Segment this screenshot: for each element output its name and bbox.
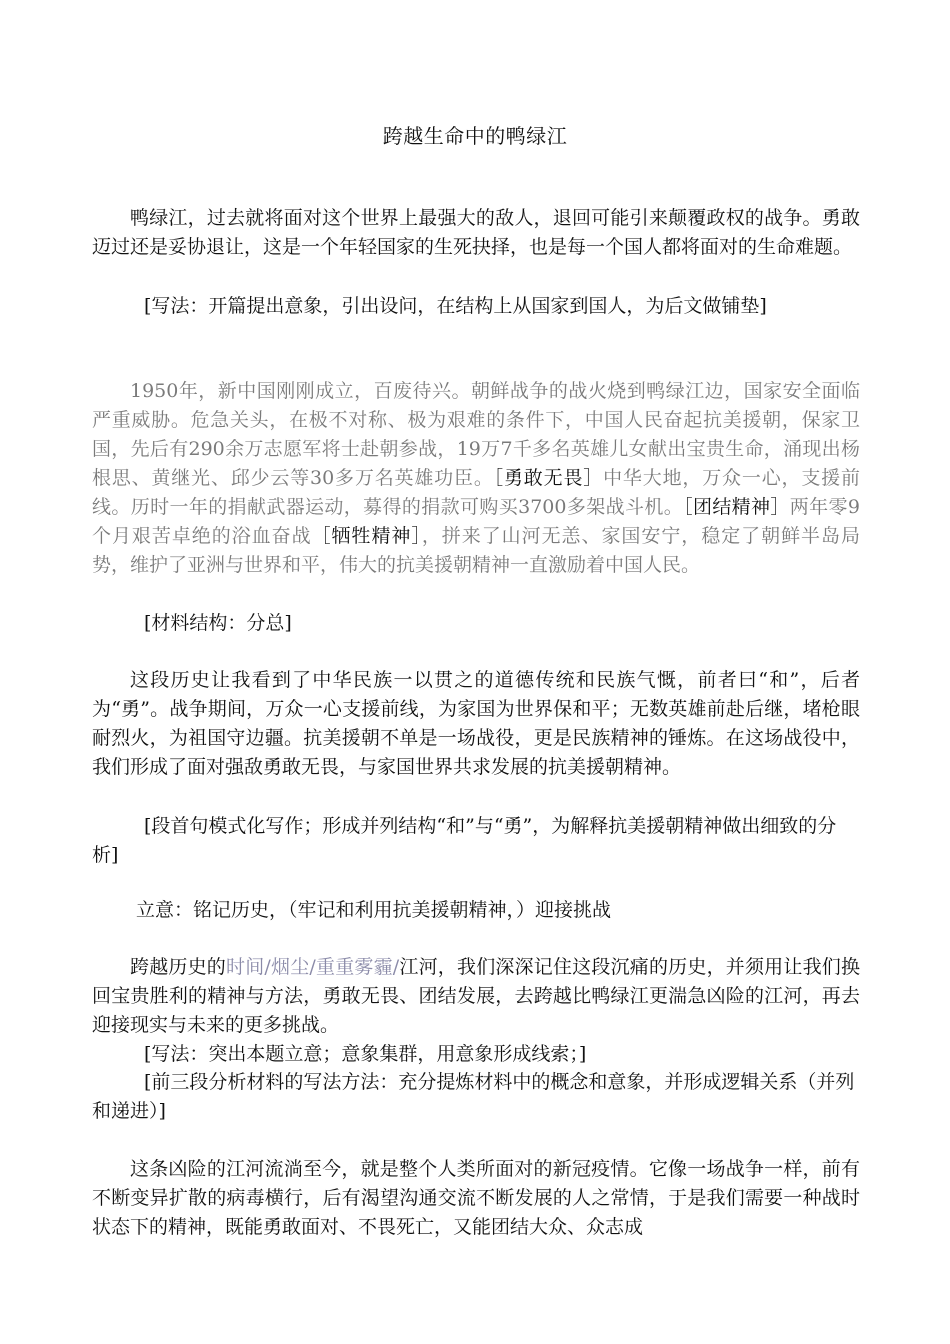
thesis-lead: 跨越历史的 [130, 956, 226, 978]
paragraph-intro: 鸭绿江，过去就将面对这个世界上最强大的敌人，退回可能引来颠覆政权的战争。勇敢迈过还是妥协退让，这是一个年轻国家的生死抉择，也是每一个国人都将面对的生命难题。 [92, 207, 860, 258]
paragraph-pandemic: 这条凶险的江河流淌至今，就是整个人类所面对的新冠疫情。它像一场战争一样，前有不断变异扩散的病毒横行，后有渴望沟通交流不断发展的人之常情，于是我们需要一种战时状态下的精神，既能勇敢面对、不畏死亡，又能团结大众、众志成 [92, 1158, 860, 1238]
annotation-material-structure: [材料结构：分总] [144, 612, 292, 634]
material-text-a: 1950年，新中国刚刚成立，百废待兴。朝鲜战争的战火烧到鸭绿江边，国家安全面临严重威胁。危急关头，在极不对称、极为艰难的条件下，中国人民奋起抗美援朝，保家卫国，先后有290余万志愿军将士赴朝参战，19万7千多名英雄儿女献出宝贵生命，涌现出杨根思、黄继光、邱少云等30多万名英雄功臣。 [92, 380, 860, 489]
tag-unity: ［团结精神］ [683, 496, 790, 518]
material-text-d: ，拼来了山河无恙、家国安宁，稳定了朝鲜半岛局势，维护了亚洲与世界和平，伟大的抗美援朝精神一直激励着中国人民。 [92, 525, 860, 576]
paragraph-material [92, 377, 860, 580]
imagery-cluster: 时间/烟尘/重重雾霾/ [226, 956, 400, 978]
annotation-first-three-paragraphs: [前三段分析材料的写法方法：充分提炼材料中的概念和意象，并形成逻辑关系（并列和递进）] [92, 1071, 855, 1122]
thesis-rest: 江河，我们深深记住这段沉痛的历史，并须用让我们换回宝贵胜利的精神与方法，勇敢无畏、团结发展，去跨越比鸭绿江更湍急凶险的江河，再去迎接现实与未来的更多挑战。 [92, 956, 860, 1036]
thesis-statement: 立意：铭记历史，（牢记和利用抗美援朝精神，）迎接挑战 [136, 899, 612, 921]
essay-title: 跨越生命中的鸭绿江 [382, 124, 568, 148]
annotation-parallel-structure: [段首句模式化写作；形成并列结构“和”与“勇”，为解释抗美援朝精神做出细致的分析] [92, 815, 837, 866]
annotation-writing-method-2: [写法：突出本题立意；意象集群，用意象形成线索；] [144, 1043, 587, 1065]
paragraph-analysis: 这段历史让我看到了中华民族一以贯之的道德传统和民族气慨，前者曰“和”，后者为“勇”。战争期间，万众一心支援前线，为家国为世界保和平；无数英雄前赴后继，堵枪眼耐烈火，为祖国守边疆。抗美援朝不单是一场战役，更是民族精神的锤炼。在这场战役中，我们形成了面对强敌勇敢无畏，与家国世界共求发展的抗美援朝精神。 [92, 669, 860, 778]
paragraph-thesis [92, 953, 860, 1040]
material-text-b: 中华大地，万众一心，支援前线。历时一年的捐献武器运动，募得的捐款可购买3700多架战斗机。 [92, 467, 860, 518]
material-text-c: 两年零9个月艰苦卓绝的浴血奋战 [92, 496, 860, 547]
tag-sacrifice: ［牺牲精神］ [311, 525, 422, 547]
annotation-writing-method-1: [写法：开篇提出意象，引出设问，在结构上从国家到国人，为后文做铺垫] [144, 295, 767, 317]
tag-brave: ［勇敢无畏］ [493, 467, 604, 489]
